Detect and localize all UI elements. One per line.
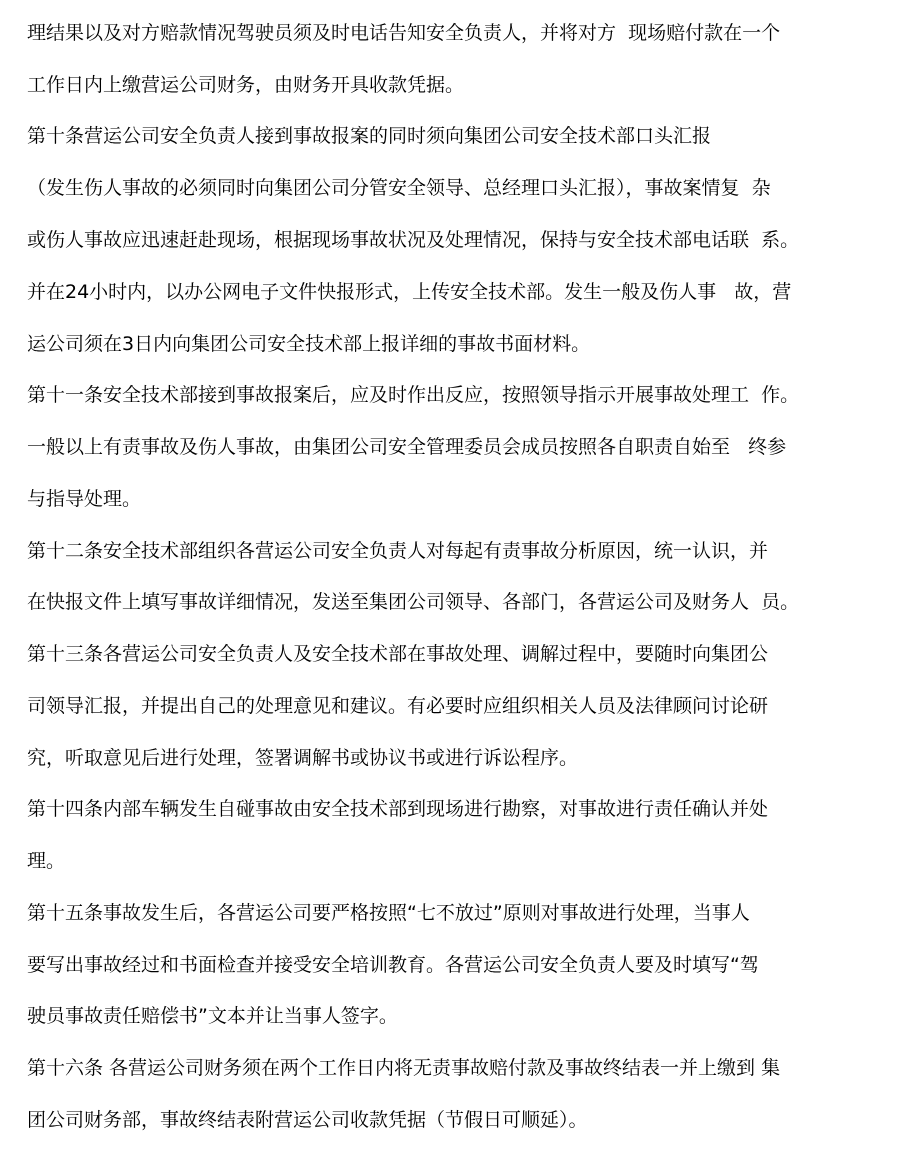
article-13-line-3: 究，听取意见后进行处理，签署调解书或协议书或进行诉讼程序。: [27, 747, 579, 769]
article-14-line-1: 第十四条内部车辆发生自碰事故由安全技术部到现场进行勘察，对事故进行责任确认并处: [27, 798, 769, 820]
article-13-line-2: 司领导汇报，并提出自己的处理意见和建议。有必要时应组织相关人员及法律顾问讨论研: [27, 695, 769, 717]
article-10-line-2: （发生伤人事故的必须同时向集团公司分管安全领导、总经理口头汇报），事故案情复 杂: [27, 177, 771, 199]
article-12-line-1: 第十二条安全技术部组织各营运公司安全负责人对每起有责事故分析原因，统一认识，并: [27, 540, 769, 562]
article-15-line-1: 第十五条事故发生后，各营运公司要严格按照“七不放过”原则对事故进行处理，当事人: [27, 902, 750, 924]
article-12-line-2: 在快报文件上填写事故详细情况，发送至集团公司领导、各部门，各营运公司及财务人 员。: [27, 591, 800, 613]
article-16-line-1: 第十六条 各营运公司财务须在两个工作日内将无责事故赔付款及事故终结表一并上缴到 集: [27, 1057, 781, 1079]
article-15-line-2: 要写出事故经过和书面检查并接受安全培训教育。各营运公司安全负责人要及时填写“驾: [27, 954, 759, 976]
article-11-line-1: 第十一条安全技术部接到事故报案后，应及时作出反应，按照领导指示开展事故处理工 作。: [27, 384, 800, 406]
article-10-line-5: 运公司须在3日内向集团公司安全技术部上报详细的事故书面材料。: [27, 333, 591, 355]
text-line-2: 工作日内上缴营运公司财务，由财务开具收款凭据。: [27, 74, 465, 96]
article-13-line-1: 第十三条各营运公司安全负责人及安全技术部在事故处理、调解过程中，要随时向集团公: [27, 643, 769, 665]
article-10-line-3: 或伤人事故应迅速赶赴现场，根据现场事故状况及处理情况，保持与安全技术部电话联 系。: [27, 229, 800, 251]
article-16-line-2: 团公司财务部，事故终结表附营运公司收款凭据（节假日可顺延）。: [27, 1109, 588, 1131]
article-11-line-2: 一般以上有责事故及伤人事故，由集团公司安全管理委员会成员按照各自职责自始至 终参: [27, 436, 787, 458]
article-15-line-3: 驶员事故责任赔偿书”文本并让当事人签字。: [27, 1005, 398, 1027]
article-14-line-2: 理。: [27, 850, 66, 872]
article-10-line-1: 第十条营运公司安全负责人接到事故报案的同时须向集团公司安全技术部口头汇报: [27, 125, 712, 147]
article-10-line-4: 并在24小时内，以办公网电子文件快报形式，上传安全技术部。发生一般及伤人事 故，营: [27, 281, 792, 303]
text-line-1: 理结果以及对方赔款情况驾驶员须及时电话告知安全负责人，并将对方 现场赔付款在一个: [27, 22, 781, 44]
article-11-line-3: 与指导处理。: [27, 488, 142, 510]
